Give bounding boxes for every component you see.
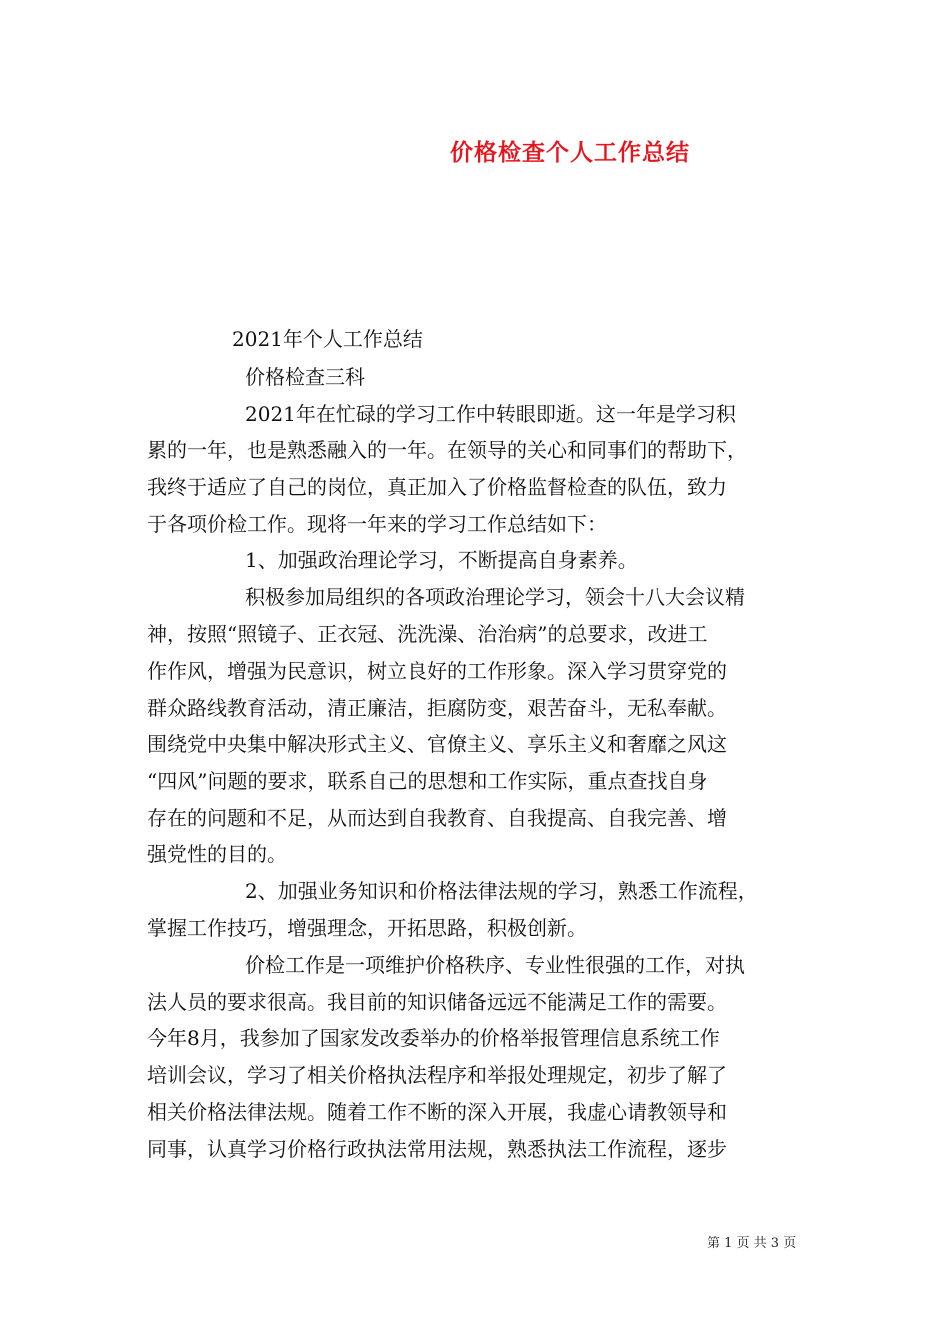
text-line: 群众路线教育活动，清正廉洁，拒腐防变，艰苦奋斗，无私奉献。 [147, 696, 727, 720]
text-line: 于各项价检工作。现将一年来的学习工作总结如下： [147, 512, 607, 536]
text-line: 今年8月，我参加了国家发改委举办的价格举报管理信息系统工作 [147, 1026, 720, 1050]
document-title: 价格检查个人工作总结 [450, 139, 690, 166]
text-line: 法人员的要求很高。我目前的知识储备远远不能满足工作的需要。 [147, 990, 727, 1014]
text-line: 掌握工作技巧，增强理念，开拓思路，积极创新。 [147, 916, 587, 940]
text-line: 累的一年，也是熟悉融入的一年。在领导的关心和同事们的帮助下， [147, 438, 747, 462]
text-line: 同事，认真学习价格行政执法常用法规，熟悉执法工作流程，逐步 [147, 1137, 727, 1161]
text-line: 围绕党中央集中解决形式主义、官僚主义、享乐主义和奢靡之风这 [147, 732, 727, 756]
text-line: 培训会议，学习了相关价格执法程序和举报处理规定，初步了解了 [147, 1063, 727, 1087]
text-line: 1、加强政治理论学习，不断提高自身素养。 [245, 548, 638, 572]
text-line: 2021年个人工作总结 [232, 327, 423, 351]
text-line: 2021年在忙碌的学习工作中转眼即逝。这一年是学习积 [245, 402, 736, 426]
page-number: 第 1 页 共 3 页 [707, 1236, 797, 1251]
text-line: 强党性的目的。 [147, 842, 287, 866]
text-line: 2、加强业务知识和价格法律法规的学习，熟悉工作流程， [245, 879, 758, 903]
text-line: “四风”问题的要求，联系自己的思想和工作实际，重点查找自身 [147, 769, 708, 793]
text-line: 价格检查三科 [245, 365, 365, 389]
text-line: 我终于适应了自己的岗位，真正加入了价格监督检查的队伍，致力 [147, 475, 727, 499]
text-line: 作作风，增强为民意识，树立良好的工作形象。深入学习贯穿党的 [147, 659, 727, 683]
text-line: 神，按照“照镜子、正衣冠、洗洗澡、治治病”的总要求，改进工 [147, 622, 708, 646]
text-line: 积极参加局组织的各项政治理论学习，领会十八大会议精 [245, 585, 745, 609]
text-line: 存在的问题和不足，从而达到自我教育、自我提高、自我完善、增 [147, 806, 727, 830]
text-line: 价检工作是一项维护价格秩序、专业性很强的工作，对执 [245, 953, 745, 977]
text-line: 相关价格法律法规。随着工作不断的深入开展，我虚心请教领导和 [147, 1100, 727, 1124]
